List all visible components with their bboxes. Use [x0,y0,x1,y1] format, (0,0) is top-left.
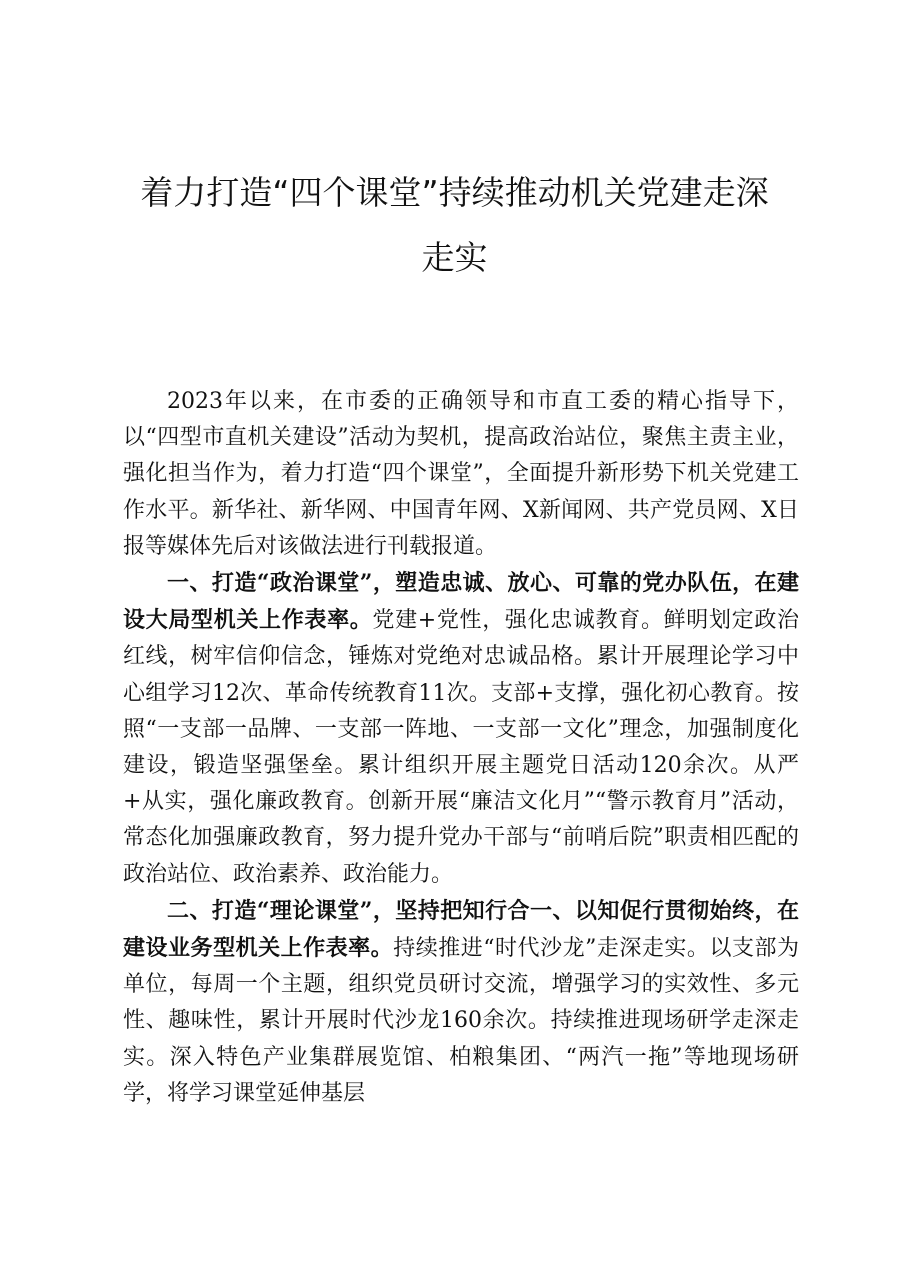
paragraph-section-1 [123,565,799,893]
paragraph-intro-text: 2023年以来，在市委的正确领导和市直工委的精心指导下，以“四型市直机关建设”活动为契机，提高政治站位，聚焦主责主业，强化担当作为，着力打造“四个课堂”，全面提升新形势下机关党建工作水平。新华社、新华网、中国青年网、X新闻网、共产党员网、X日报等媒体先后对该做法进行刊载报道。 [123,389,799,559]
section-1-heading: 一、打造“政治课堂”，塑造忠诚、放心、可靠的党办队伍，在建设大局型机关上作表率。 [123,570,799,634]
section-2-text: 持续推进“时代沙龙”走深走实。以支部为单位，每周一个主题，组织党员研讨交流，增强学习的实效性、多元性、趣味性，累计开展时代沙龙160余次。持续推进现场研学走深走实。深入特色产业集群展览馆、柏粮集团、“两汽一拖”等地现场研学，将学习课堂延伸基层 [123,936,799,1106]
paragraph-section-2 [123,893,799,1112]
title-line-1: 着力打造“四个课堂”持续推动机关党建走深 [140,173,769,212]
paragraph-intro [123,384,799,565]
document-body [123,384,799,1112]
document-title [100,160,809,290]
section-1-text: 党建+党性，强化忠诚教育。鲜明划定政治红线，树牢信仰信念，锤炼对党绝对忠诚品格。累计开展理论学习中心组学习12次、革命传统教育11次。支部+支撑，强化初心教育。按照“一支部一品牌、一支部一阵地、一支部一文化”理念，加强制度化建设，锻造坚强堡垒。累计组织开展主题党日活动120余次。从严+从实，强化廉政教育。创新开展“廉洁文化月”“警示教育月”活动，常态化加强廉政教育，努力提升党办干部与“前哨后院”职责相匹配的政治站位、政治素养、政治能力。 [123,608,799,887]
section-2-heading: 二、打造“理论课堂”，坚持把知行合一、以知促行贯彻始终，在建设业务型机关上作表率。 [123,897,799,962]
title-line-2: 走实 [421,238,488,277]
